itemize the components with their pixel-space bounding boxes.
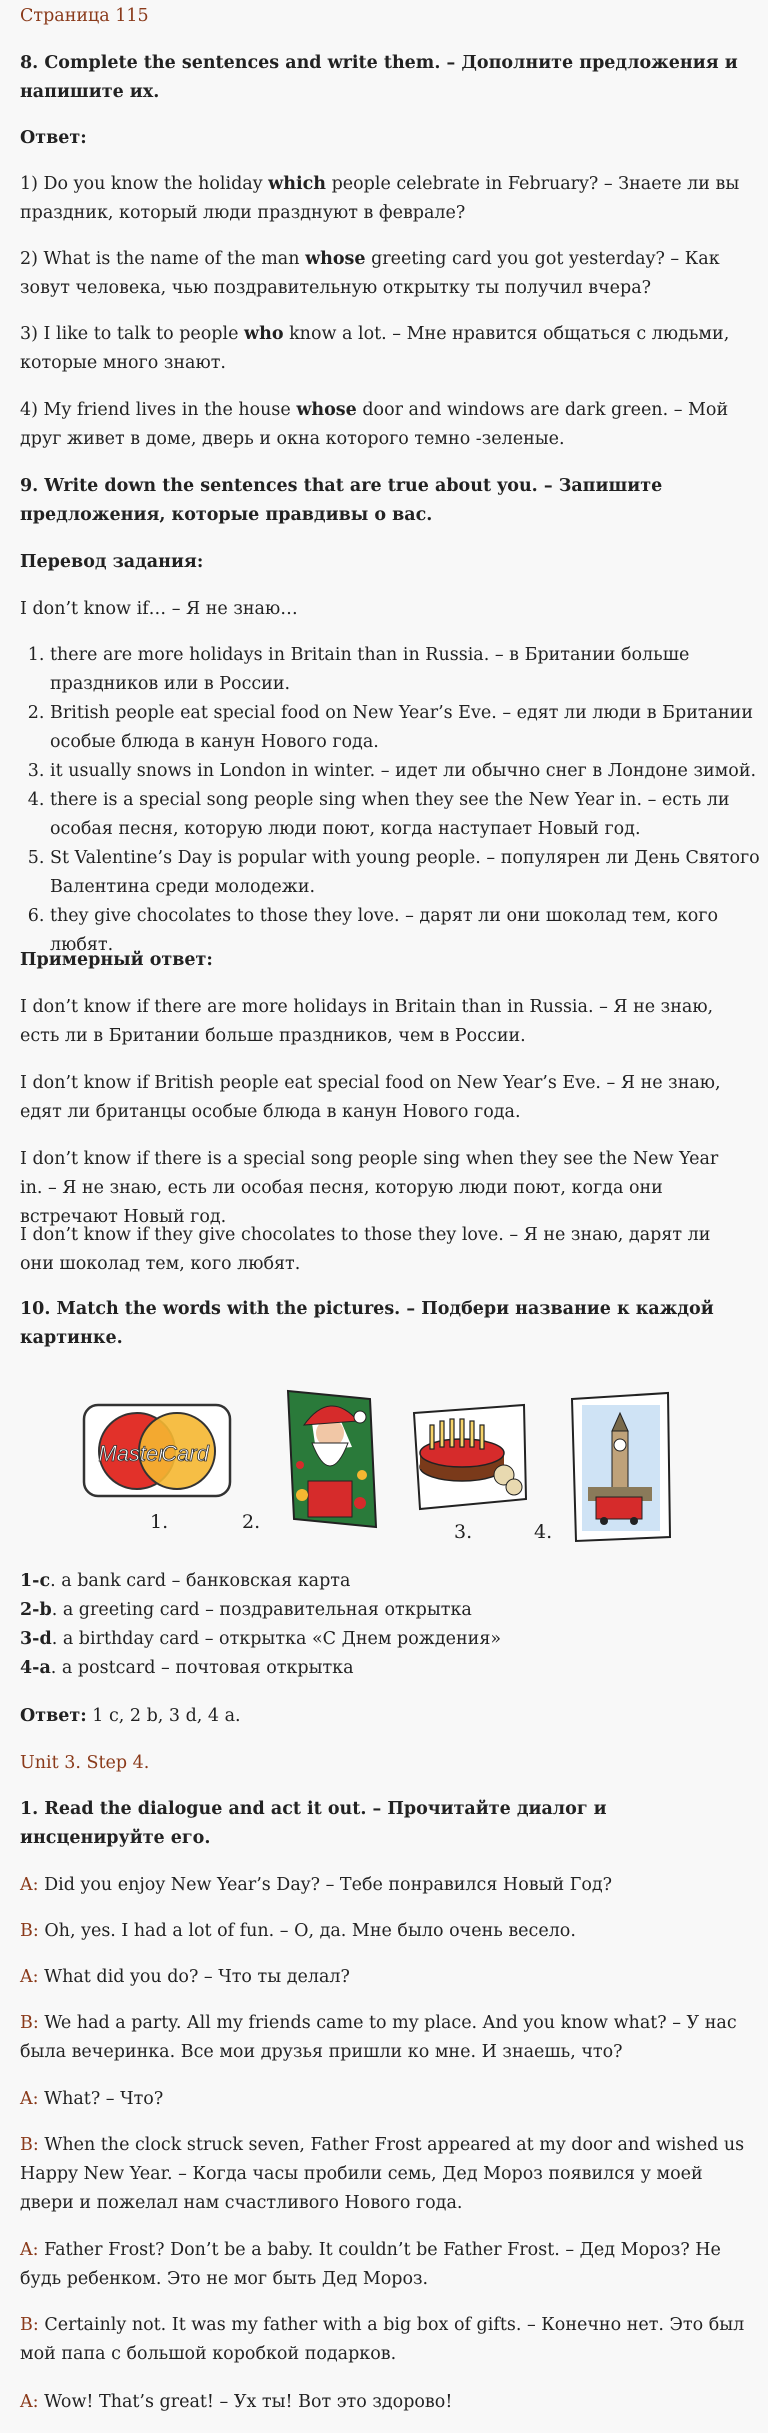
ex9-list (20, 641, 768, 960)
birthday-card-picture (400, 1403, 530, 1523)
match-item: 4-a. a postcard – почтовая открытка (20, 1658, 354, 1678)
ex8-heading: 8. Complete the sentences and write them. – Дополните предложения и напишите их. (20, 53, 738, 102)
ex9-sample-label: Примерный ответ: (20, 950, 213, 970)
dialogue-line: A: Did you enjoy New Year’s Day? – Тебе понравился Новый Год? (20, 1875, 613, 1895)
ex10-answer: Ответ: 1 c, 2 b, 3 d, 4 a. (20, 1706, 241, 1726)
picture-number: 1. (150, 1511, 169, 1533)
dialogue-line: B: We had a party. All my friends came to my place. And you know what? – У нас была вечеринка. Все мои друзья пришли ко мне. И знаешь, что? (20, 2013, 737, 2062)
picture-number: 2. (242, 1511, 261, 1533)
ex9-answer: I don’t know if they give chocolates to those they love. – Я не знаю, дарят ли они шоколад тем, кого любят. (20, 1225, 711, 1274)
list-item: 3. it usually snows in London in winter. – идет ли обычно снег в Лондоне зимой. (50, 757, 768, 786)
santa-card-icon (282, 1385, 382, 1533)
ex9-answer: I don’t know if British people eat special food on New Year’s Eve. – Я не знаю, едят ли британцы особые блюда в канун Нового года. (20, 1073, 721, 1122)
ex8-item: 1) Do you know the holiday which people celebrate in February? – Знаете ли вы праздник, который люди празднуют в феврале? (20, 174, 740, 223)
list-item: 2. British people eat special food on New Year’s Eve. – едят ли люди в Британии особые блюда в канун Нового года. (50, 699, 768, 757)
dialogue-line: A: Father Frost? Don’t be a baby. It couldn’t be Father Frost. – Дед Мороз? Не будь ребенком. Это не мог быть Дед Мороз. (20, 2240, 721, 2289)
list-item: 5. St Valentine’s Day is popular with young people. – популярен ли День Святого Валентина среди молодежи. (50, 844, 768, 902)
greeting-card-picture (282, 1385, 382, 1543)
match-item: 1-c. a bank card – банковская карта (20, 1571, 351, 1591)
dialogue-line: B: Certainly not. It was my father with a big box of gifts. – Конечно нет. Это был мой папа с большой коробкой подарков. (20, 2315, 745, 2364)
dialogue-line: A: What did you do? – Что ты делал? (20, 1967, 350, 1987)
ex8-answer-label: Ответ: (20, 128, 87, 148)
ex8-item: 3) I like to talk to people who know a lot. – Мне нравится общаться с людьми, которые много знают. (20, 324, 730, 373)
match-item: 3-d. a birthday card – открытка «С Днем рождения» (20, 1629, 502, 1649)
ex9-heading: 9. Write down the sentences that are true about you. – Запишите предложения, которые правдивы о вас. (20, 476, 663, 525)
page-title: Страница 115 (20, 6, 149, 26)
dialogue-line: B: Oh, yes. I had a lot of fun. – О, да. Мне было очень весело. (20, 1921, 576, 1941)
ex8-item: 4) My friend lives in the house whose door and windows are dark green. – Мой друг живет в доме, дверь и окна которого темно -зеленые. (20, 400, 729, 449)
ex9-answer: I don’t know if there is a special song people sing when they see the New Year in. – Я не знаю, есть ли особая песня, которую люди поют, когда они встречают Новый год. (20, 1149, 719, 1227)
mastercard-logo-left: Master (98, 1441, 166, 1466)
list-item: 1. there are more holidays in Britain than in Russia. – в Британии больше праздников или в России. (50, 641, 768, 699)
dialogue-line: A: What? – Что? (20, 2089, 164, 2109)
dialogue-line: A: Wow! That’s great! – Ух ты! Вот это здорово! (20, 2392, 453, 2412)
mastercard-logo-right: Card (161, 1441, 209, 1466)
ex10-heading: 10. Match the words with the pictures. – Подбери название к каждой картинке. (20, 1299, 714, 1348)
dialogue-line: B: When the clock struck seven, Father Frost appeared at my door and wished us Happy New Year. – Когда часы пробили семь, Дед Мороз появился у моей двери и пожелал нам счастливого Нового года. (20, 2135, 745, 2213)
list-item: 6. they give chocolates to those they love. – дарят ли они шоколад тем, кого любят. (50, 902, 768, 960)
list-item: 4. there is a special song people sing when they see the New Year in. – есть ли особая песня, которую люди поют, когда наступает Новый год. (50, 786, 768, 844)
bank-card-icon (82, 1403, 232, 1498)
ex9-intro: I don’t know if… – Я не знаю… (20, 599, 298, 619)
picture-number: 4. (534, 1521, 553, 1543)
unit-link[interactable]: Unit 3. Step 4. (20, 1753, 150, 1773)
picture-number: 3. (454, 1521, 473, 1543)
big-ben-icon (568, 1391, 674, 1543)
ex8-item: 2) What is the name of the man whose greeting card you got yesterday? – Как зовут человека, чью поздравительную открытку ты получил вчера? (20, 249, 720, 298)
ex9-translation-label: Перевод задания: (20, 552, 204, 572)
match-item: 2-b. a greeting card – поздравительная открытка (20, 1600, 472, 1620)
mastercard-picture (82, 1403, 232, 1508)
postcard-picture (568, 1391, 674, 1553)
birthday-cake-icon (400, 1403, 530, 1513)
ex1-heading: 1. Read the dialogue and act it out. – Прочитайте диалог и инсценируйте его. (20, 1799, 607, 1848)
pictures-row (20, 1385, 746, 1550)
ex9-answer: I don’t know if there are more holidays in Britain than in Russia. – Я не знаю, есть ли в Британии больше праздников, чем в России. (20, 997, 714, 1046)
